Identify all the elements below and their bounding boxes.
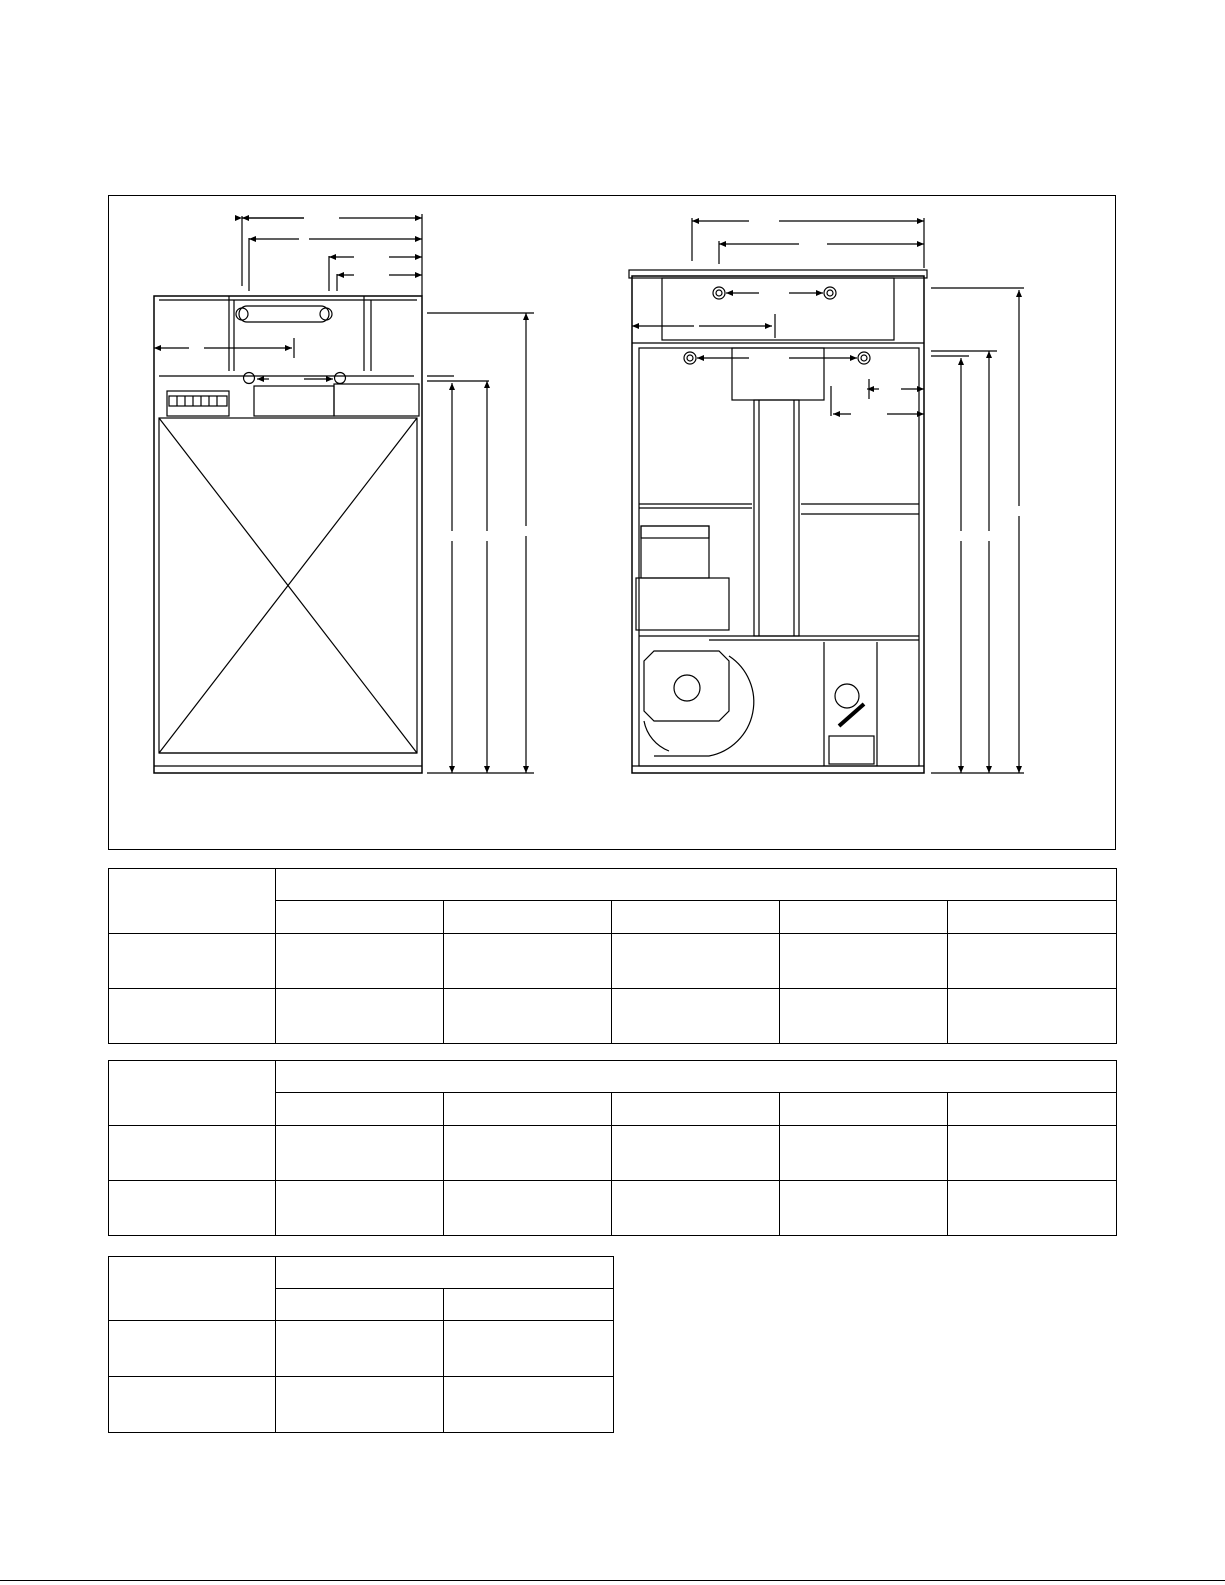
table-cell <box>109 989 276 1044</box>
table-cell <box>444 989 612 1044</box>
table-cell <box>780 1181 948 1236</box>
table-cell <box>276 934 444 989</box>
page-bottom-rule <box>0 1580 1225 1581</box>
table-cell <box>276 1126 444 1181</box>
table-cell <box>612 934 780 989</box>
table-row <box>109 1321 614 1377</box>
table-cell <box>948 1181 1117 1236</box>
table-column-header <box>444 1289 614 1321</box>
table-cell <box>612 1181 780 1236</box>
table-header-label <box>109 1061 276 1126</box>
table-cell <box>780 989 948 1044</box>
table-cell <box>780 934 948 989</box>
table-row <box>109 934 1117 989</box>
table-cell <box>109 1181 276 1236</box>
table-cell <box>444 1377 614 1433</box>
table-row <box>109 1126 1117 1181</box>
table-column-header <box>780 1093 948 1126</box>
table-row <box>109 1377 614 1433</box>
table-column-header <box>444 1093 612 1126</box>
left-side-elevation <box>154 214 534 773</box>
table-cell <box>612 1126 780 1181</box>
table-cell <box>444 934 612 989</box>
table-cell <box>109 934 276 989</box>
table-column-header <box>612 901 780 934</box>
table-cell <box>948 1126 1117 1181</box>
right-front-elevation <box>629 218 1024 773</box>
table-cell <box>109 1321 276 1377</box>
table-cell <box>276 989 444 1044</box>
table-group-label <box>276 1061 1117 1093</box>
table-group-label <box>276 869 1117 901</box>
dimension-table-3 <box>108 1256 614 1433</box>
table-cell <box>109 1126 276 1181</box>
table-cell <box>948 934 1117 989</box>
table-column-header <box>444 901 612 934</box>
table-row <box>109 1181 1117 1236</box>
dimension-table-2 <box>108 1060 1117 1236</box>
figure-frame <box>108 195 1116 850</box>
table-cell <box>444 1181 612 1236</box>
table-header-label <box>109 1257 276 1321</box>
dimension-table-1 <box>108 868 1117 1044</box>
table-column-header <box>948 1093 1117 1126</box>
table-row <box>109 989 1117 1044</box>
table-cell <box>948 989 1117 1044</box>
table-cell <box>276 1377 444 1433</box>
table-cell <box>612 989 780 1044</box>
table-group-label <box>276 1257 614 1289</box>
table-cell <box>276 1181 444 1236</box>
table-column-header <box>780 901 948 934</box>
table-cell <box>276 1321 444 1377</box>
table-column-header <box>948 901 1117 934</box>
table-cell <box>444 1321 614 1377</box>
table-column-header <box>276 901 444 934</box>
table-column-header <box>612 1093 780 1126</box>
table-column-header <box>276 1289 444 1321</box>
table-cell <box>109 1377 276 1433</box>
unit-elevation-drawings <box>109 196 1117 851</box>
table-cell <box>780 1126 948 1181</box>
table-header-label <box>109 869 276 934</box>
table-cell <box>444 1126 612 1181</box>
table-column-header <box>276 1093 444 1126</box>
